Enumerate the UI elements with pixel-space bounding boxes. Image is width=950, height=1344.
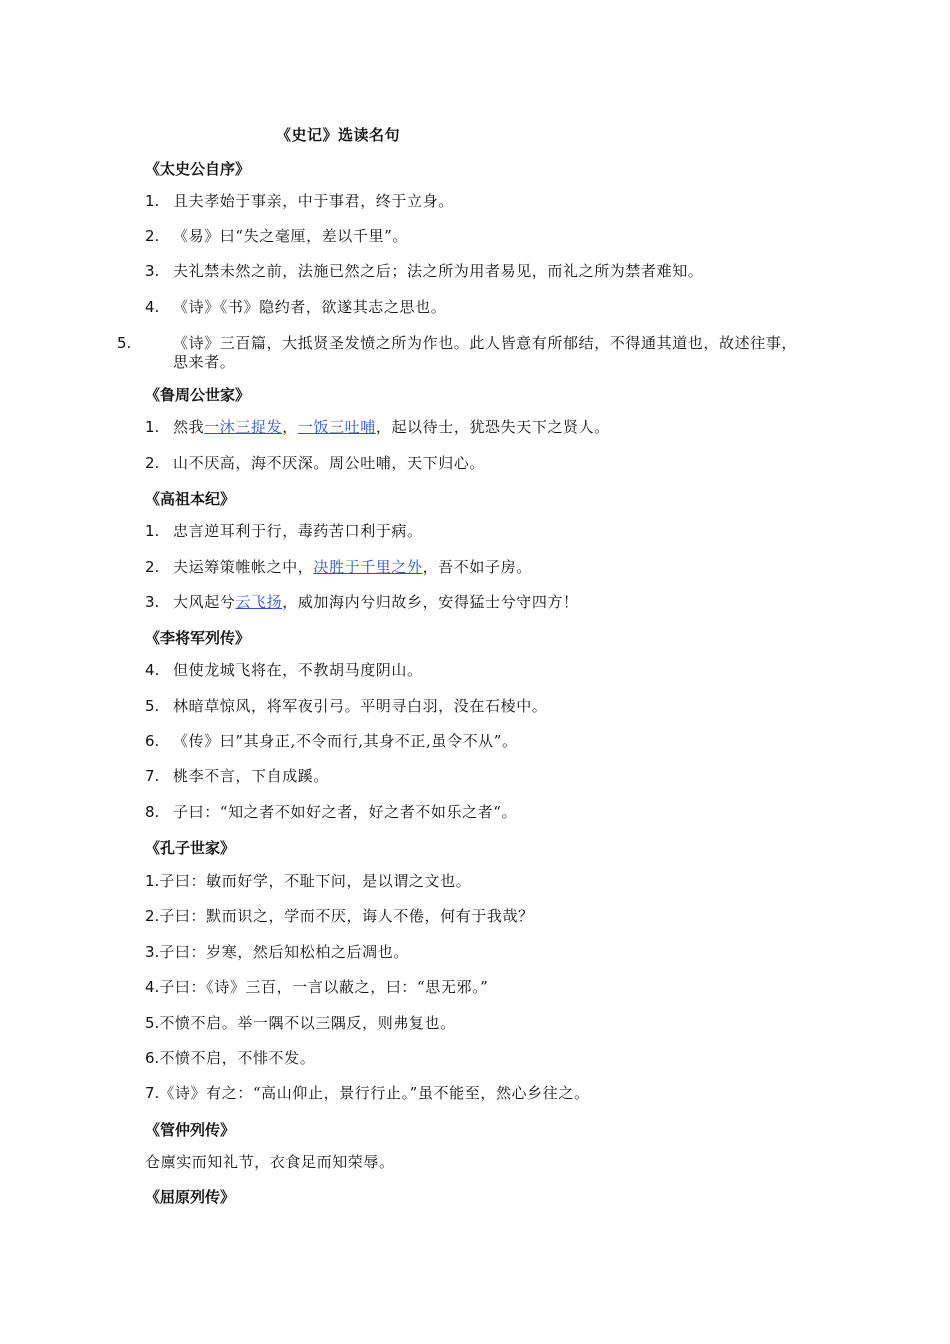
list-item bbox=[145, 943, 805, 962]
list-item bbox=[145, 1153, 805, 1172]
list-item bbox=[145, 872, 805, 891]
list-item bbox=[145, 697, 805, 716]
item-text: 但使龙城飞将在，不教胡马度阴山。 bbox=[173, 661, 423, 679]
item-text: 且夫孝始于事亲，中于事君，终于立身。 bbox=[173, 192, 454, 210]
item-text: 忠言逆耳利于行，毒药苦口利于病。 bbox=[173, 522, 423, 540]
item-text: 子曰：《诗》三百，一言以蔽之，曰：“思无邪。” bbox=[159, 978, 489, 996]
item-number: 1. bbox=[145, 192, 160, 210]
item-text: 子曰：“知之者不如好之者，好之者不如乐之者“。 bbox=[173, 803, 518, 821]
item-number: 3. bbox=[145, 262, 160, 280]
item-text: 《诗》有之：“高山仰止，景行行止。”虽不能至，然心乡往之。 bbox=[159, 1084, 590, 1102]
item-number: 1. bbox=[145, 522, 160, 540]
item-number: 2. bbox=[145, 227, 160, 245]
list-item bbox=[145, 227, 805, 246]
item-number: 5. bbox=[117, 334, 132, 352]
item-text: 林暗草惊风，将军夜引弓。平明寻白羽，没在石棱中。 bbox=[173, 697, 548, 715]
item-text: 然我 bbox=[173, 418, 205, 436]
item-number: 2. bbox=[145, 907, 160, 925]
document-title: 《史记》选读名句 bbox=[276, 126, 401, 144]
item-text: 夫运筹策帷帐之中， bbox=[173, 558, 314, 576]
section-heading: 《太史公自序》 bbox=[145, 160, 251, 178]
item-number: 4. bbox=[145, 978, 160, 996]
item-number: 8. bbox=[145, 803, 160, 821]
list-item bbox=[145, 661, 805, 680]
list-item bbox=[145, 732, 805, 751]
list-item bbox=[145, 192, 805, 211]
list-item bbox=[145, 522, 805, 541]
list-item bbox=[145, 803, 805, 822]
section-heading: 《屈原列传》 bbox=[145, 1188, 236, 1206]
item-text: 子曰：岁寒，然后知松柏之后凋也。 bbox=[159, 943, 409, 961]
section-heading: 《高祖本纪》 bbox=[145, 490, 236, 508]
list-item bbox=[145, 298, 805, 317]
section-heading: 《鲁周公世家》 bbox=[145, 386, 251, 404]
item-text: 桃李不言，下自成蹊。 bbox=[173, 767, 330, 785]
item-text: ，起以待士，犹恐失天下之贤人。 bbox=[375, 418, 610, 436]
item-number: 6. bbox=[145, 1049, 160, 1067]
section-heading: 《李将军列传》 bbox=[145, 629, 251, 647]
item-number: 7. bbox=[145, 1084, 160, 1102]
item-text: 不愤不启。举一隅不以三隅反，则弗复也。 bbox=[159, 1014, 456, 1032]
item-text: ， bbox=[282, 418, 298, 436]
item-text: 不愤不启，不悱不发。 bbox=[159, 1049, 316, 1067]
item-text: 夫礼禁未然之前，法施已然之后；法之所为用者易见，而礼之所为禁者难知。 bbox=[173, 262, 704, 280]
hyperlink[interactable]: 一饭三吐哺 bbox=[297, 418, 376, 436]
item-text: 《诗》三百篇，大抵贤圣发愤之所为作也。此人皆意有所郁结，不得通其道也，故述往事，思来者。 bbox=[173, 334, 798, 371]
item-text: 子曰：敏而好学，不耻下问，是以谓之文也。 bbox=[159, 872, 472, 890]
item-number: 7. bbox=[145, 767, 160, 785]
list-item bbox=[145, 1014, 805, 1033]
list-item bbox=[145, 907, 805, 926]
list-item bbox=[145, 593, 805, 612]
item-number: 4. bbox=[145, 661, 160, 679]
hyperlink[interactable]: 一沐三捉发 bbox=[204, 418, 283, 436]
list-item bbox=[145, 418, 805, 437]
list-item bbox=[145, 978, 805, 997]
item-text: ，威加海内兮归故乡，安得猛士兮守四方！ bbox=[282, 593, 579, 611]
list-item bbox=[145, 558, 805, 577]
item-number: 1. bbox=[145, 872, 160, 890]
item-number: 3. bbox=[145, 943, 160, 961]
item-text: 仓廪实而知礼节，衣食足而知荣辱。 bbox=[145, 1153, 395, 1171]
item-number: 5. bbox=[145, 697, 160, 715]
list-item bbox=[145, 454, 805, 473]
item-text: ，吾不如子房。 bbox=[422, 558, 532, 576]
section-heading: 《管仲列传》 bbox=[145, 1121, 236, 1139]
hyperlink[interactable]: 云飞扬 bbox=[235, 593, 283, 611]
list-item bbox=[117, 334, 805, 372]
list-item bbox=[145, 1084, 805, 1103]
item-number: 2. bbox=[145, 454, 160, 472]
item-text: 《诗》《书》隐约者，欲遂其志之思也。 bbox=[173, 298, 447, 316]
item-text: 大风起兮 bbox=[173, 593, 236, 611]
item-number: 5. bbox=[145, 1014, 160, 1032]
hyperlink[interactable]: 决胜于千里之外 bbox=[313, 558, 423, 576]
list-item bbox=[145, 262, 805, 281]
item-text: 《传》曰”其身正,不令而行,其身不正,虽令不从”。 bbox=[173, 732, 518, 750]
item-number: 6. bbox=[145, 732, 160, 750]
list-item bbox=[145, 1049, 805, 1068]
item-number: 2. bbox=[145, 558, 160, 576]
item-number: 3. bbox=[145, 593, 160, 611]
item-text: 子曰：默而识之，学而不厌，诲人不倦，何有于我哉？ bbox=[159, 907, 534, 925]
section-heading: 《孔子世家》 bbox=[145, 839, 236, 857]
item-number: 4. bbox=[145, 298, 160, 316]
item-text: 山不厌高，海不厌深。周公吐哺，天下归心。 bbox=[173, 454, 486, 472]
list-item bbox=[145, 767, 805, 786]
item-text: 《易》曰“失之毫厘，差以千里”。 bbox=[173, 227, 408, 245]
item-number: 1. bbox=[145, 418, 160, 436]
